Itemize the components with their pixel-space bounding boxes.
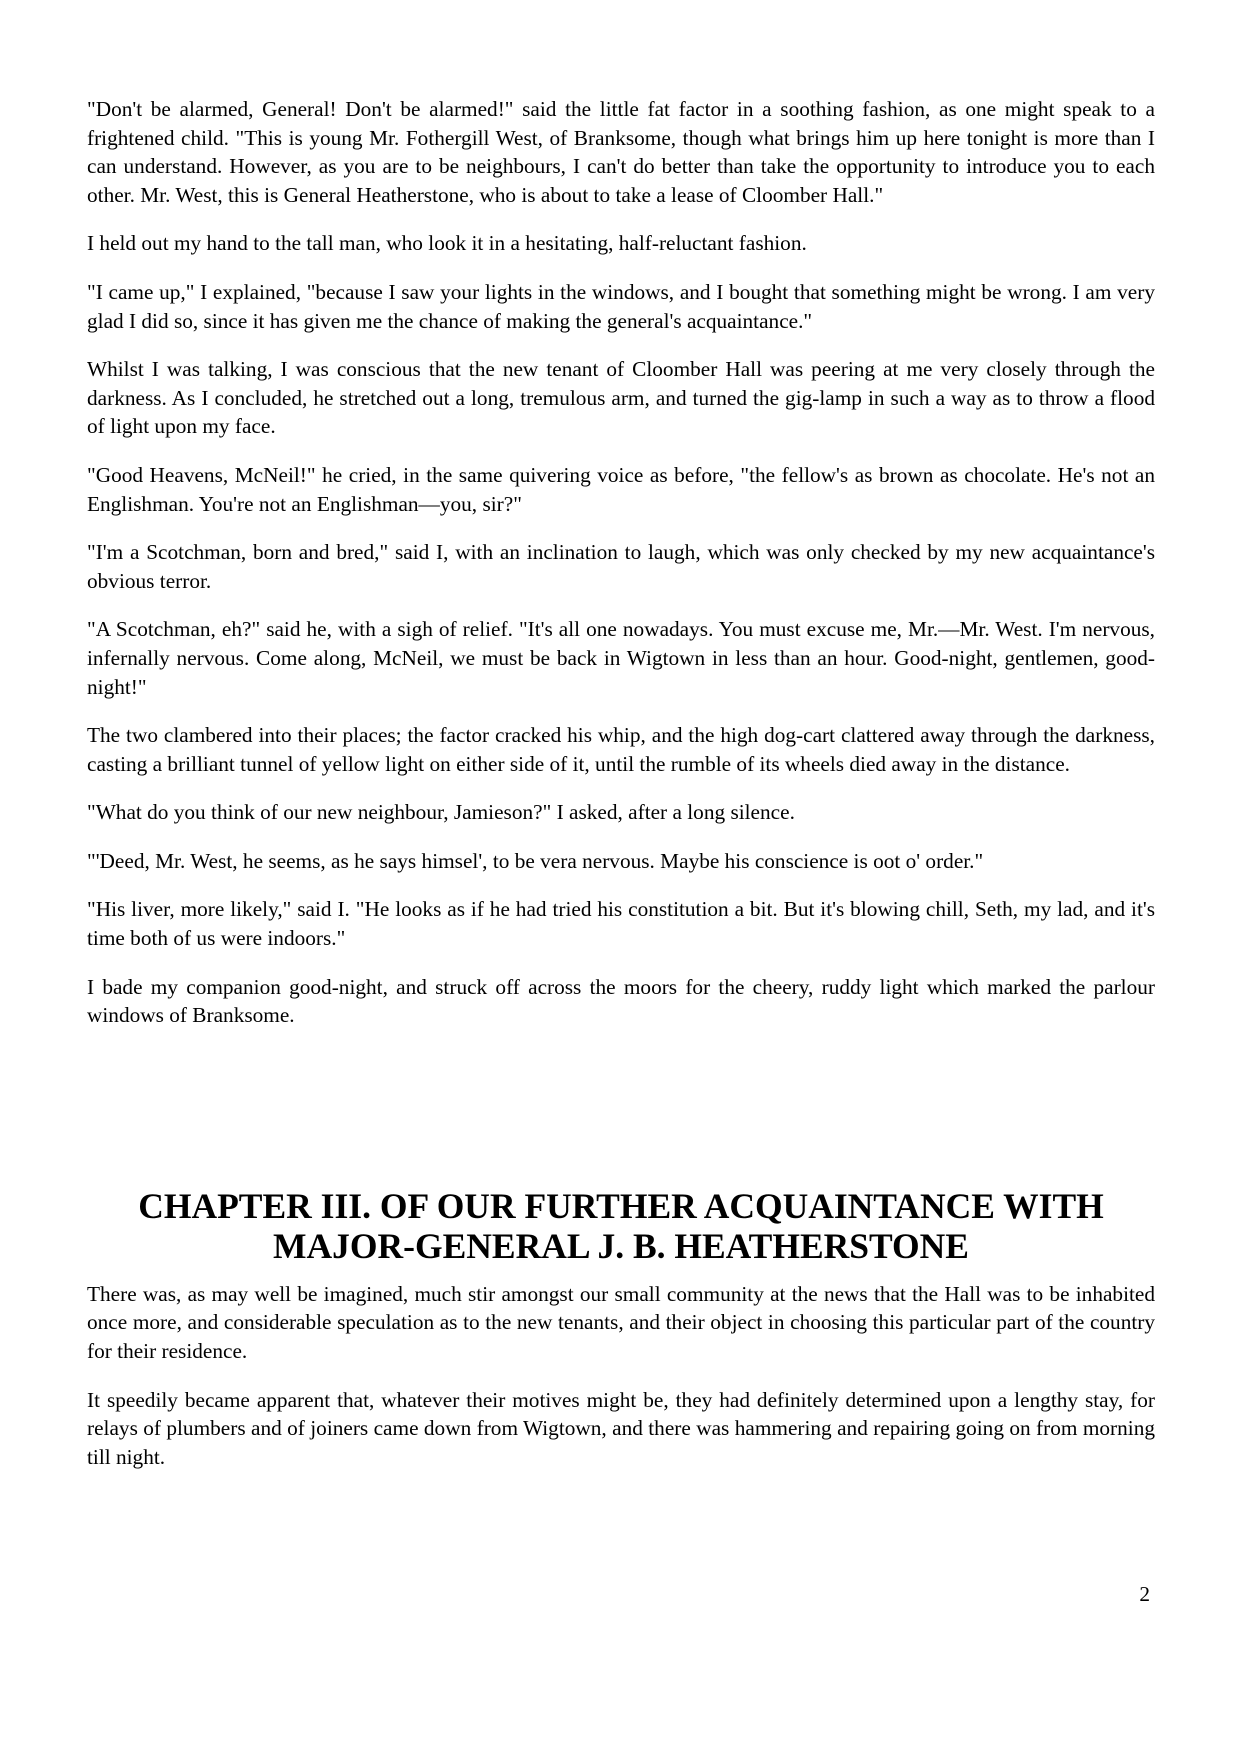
paragraph: I bade my companion good-night, and struck off across the moors for the cheery, ruddy light which marked the parlour windows of Branksome. (87, 974, 1155, 1028)
paragraph: It speedily became apparent that, whatever their motives might be, they had definitely determined upon a lengthy stay, for relays of plumbers and of joiners came down from Wigtown, and there was hammering and repairing going on from morning till night. (87, 1387, 1155, 1469)
page-number: 2 (1139, 1582, 1150, 1606)
paragraph: "I came up," I explained, "because I saw your lights in the windows, and I bought that something might be wrong. I am very glad I did so, since it has given me the chance of making the general's acquaintance." (87, 279, 1155, 333)
chapter-heading-line-2: MAJOR-GENERAL J. B. HEATHERSTONE (273, 1225, 969, 1266)
paragraph: "Good Heavens, McNeil!" he cried, in the same quivering voice as before, "the fellow's as brown as chocolate. He's not an Englishman. You're not an Englishman—you, sir?" (87, 462, 1155, 516)
paragraph: "What do you think of our new neighbour, Jamieson?" I asked, after a long silence. (87, 800, 795, 825)
chapter-heading (87, 1186, 1155, 1266)
paragraph: "Don't be alarmed, General! Don't be alarmed!" said the little fat factor in a soothing fashion, as one might speak to a frightened child. "This is young Mr. Fothergill West, of Branksome, though what brings him up here tonight is more than I can understand. However, as you are to be neighbours, I can't do better than take the opportunity to introduce you to each other. Mr. West, this is General Heatherstone, who is about to take a lease of Cloomber Hall." (87, 97, 1155, 207)
paragraph: I held out my hand to the tall man, who look it in a hesitating, half-reluctant fashion. (87, 231, 807, 256)
paragraph: "I'm a Scotchman, born and bred," said I, with an inclination to laugh, which was only checked by my new acquaintance's obvious terror. (87, 540, 1155, 593)
paragraph: "A Scotchman, eh?" said he, with a sigh of relief. "It's all one nowadays. You must excuse me, Mr.—Mr. West. I'm nervous, infernally nervous. Come along, McNeil, we must be back in Wigtown in less than an hour. Good-night, gentlemen, good-night!" (87, 617, 1155, 699)
paragraph: The two clambered into their places; the factor cracked his whip, and the high dog-cart clattered away through the darkness, casting a brilliant tunnel of yellow light on either side of it, until the rumble of its wheels died away in the distance. (87, 723, 1155, 776)
paragraph: Whilst I was talking, I was conscious that the new tenant of Cloomber Hall was peering at me very closely through the darkness. As I concluded, he stretched out a long, tremulous arm, and turned the gig-lamp in such a way as to throw a flood of light upon my face. (87, 357, 1155, 439)
chapter-heading-line-1: CHAPTER III. OF OUR FURTHER ACQUAINTANCE WITH (138, 1185, 1104, 1226)
paragraph: "His liver, more likely," said I. "He looks as if he had tried his constitution a bit. But it's blowing chill, Seth, my lad, and it's time both of us were indoors." (87, 897, 1155, 951)
section-spacer (87, 1050, 1155, 1186)
paragraph: "'Deed, Mr. West, he seems, as he says himsel', to be vera nervous. Maybe his conscience is oot o' order." (87, 848, 984, 873)
paragraph: There was, as may well be imagined, much stir amongst our small community at the news that the Hall was to be inhabited once more, and considerable speculation as to the new tenants, and their object in choosing this particular part of the country for their residence. (87, 1281, 1155, 1364)
document-page (87, 95, 1155, 1491)
